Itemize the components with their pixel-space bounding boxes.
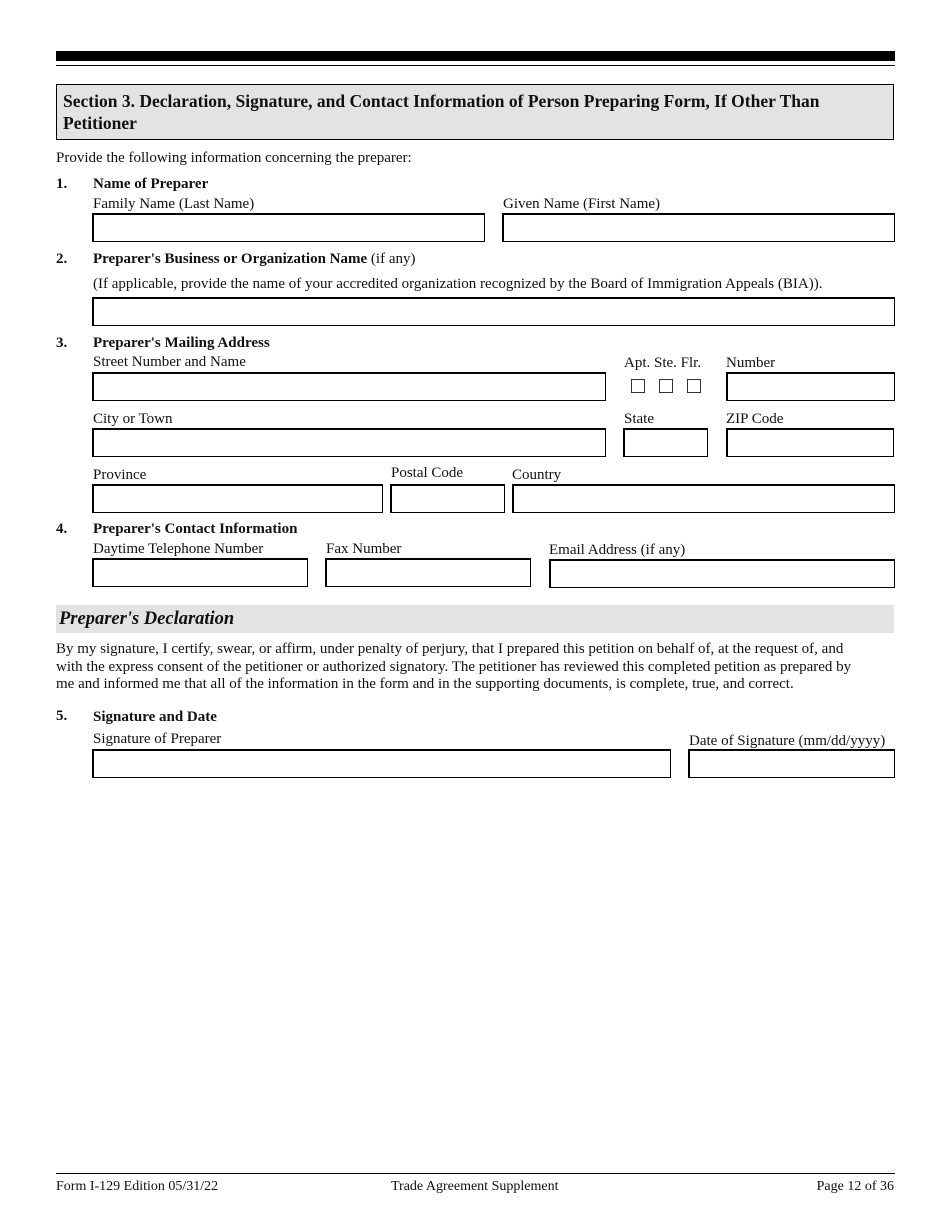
item4-number: 4. (56, 521, 68, 537)
province-label: Province (93, 467, 147, 483)
postal-code-field[interactable] (390, 484, 505, 513)
header-thick-rule (56, 51, 895, 61)
footer-rule (56, 1173, 895, 1174)
section-title: Section 3. Declaration, Signature, and Contact Information of Person Preparing Form, If Other Than Petitioner (56, 84, 894, 140)
footer-title: Trade Agreement Supplement (391, 1179, 559, 1194)
country-field[interactable] (512, 484, 895, 513)
signature-field[interactable] (92, 749, 671, 778)
fax-field[interactable] (325, 558, 531, 587)
apt-checkbox[interactable] (631, 379, 645, 393)
footer-form-id: Form I-129 Edition 05/31/22 (56, 1179, 219, 1194)
city-label: City or Town (93, 411, 173, 427)
street-label: Street Number and Name (93, 354, 246, 370)
apt-number-label: Number (726, 355, 776, 371)
item1-title: Name of Preparer (93, 176, 209, 192)
item3-title: Preparer's Mailing Address (93, 335, 270, 351)
footer-page-number: Page 12 of 36 (816, 1179, 894, 1194)
header-thin-rule (56, 65, 895, 66)
declaration-text (56, 641, 896, 694)
family-name-field[interactable] (92, 213, 485, 242)
zip-label: ZIP Code (726, 411, 784, 427)
declaration-line-3: me and informed me that all of the information in the form and in the supporting documents, is complete, true, and correct. (56, 676, 794, 692)
intro-text: Provide the following information concerning the preparer: (56, 150, 412, 166)
declaration-line-2: with the express consent of the petitioner or authorized signatory. The petitioner has reviewed this completed petition as prepared by (56, 658, 852, 675)
item4-title: Preparer's Contact Information (93, 521, 298, 537)
given-name-field[interactable] (502, 213, 895, 242)
item2-title-line (93, 250, 415, 268)
declaration-heading: Preparer's Declaration (56, 605, 894, 633)
postal-code-label: Postal Code (391, 465, 464, 481)
state-label: State (624, 411, 654, 427)
phone-label: Daytime Telephone Number (93, 541, 264, 557)
item2-number: 2. (56, 251, 68, 267)
phone-field[interactable] (92, 558, 308, 587)
declaration-line-1: By my signature, I certify, swear, or affirm, under penalty of perjury, that I prepared this petition on behalf of, at the request of, and (56, 641, 844, 657)
flr-checkbox[interactable] (687, 379, 701, 393)
item5-title: Signature and Date (93, 709, 217, 725)
apt-number-field[interactable] (726, 372, 895, 401)
apt-ste-flr-label: Apt. Ste. Flr. (624, 355, 702, 371)
city-field[interactable] (92, 428, 606, 457)
item2-note: (If applicable, provide the name of your accredited organization recognized by the Board of Immigration Appeals (BIA)). (93, 276, 823, 292)
item1-number: 1. (56, 176, 68, 192)
ste-checkbox[interactable] (659, 379, 673, 393)
organization-name-field[interactable] (92, 297, 895, 326)
country-label: Country (512, 467, 562, 483)
family-name-label: Family Name (Last Name) (93, 196, 255, 212)
state-field[interactable] (623, 428, 708, 457)
email-field[interactable] (549, 559, 895, 588)
province-field[interactable] (92, 484, 383, 513)
item2-title-suffix: (if any) (367, 251, 416, 267)
signature-date-field[interactable] (688, 749, 895, 778)
street-field[interactable] (92, 372, 606, 401)
signature-date-label: Date of Signature (mm/dd/yyyy) (689, 733, 886, 749)
item5-number: 5. (56, 708, 68, 724)
given-name-label: Given Name (First Name) (503, 196, 661, 212)
email-label: Email Address (if any) (549, 542, 686, 558)
item2-title: Preparer's Business or Organization Name (93, 251, 368, 267)
fax-label: Fax Number (326, 541, 402, 557)
zip-field[interactable] (726, 428, 894, 457)
item3-number: 3. (56, 335, 68, 351)
signature-label: Signature of Preparer (93, 731, 222, 747)
